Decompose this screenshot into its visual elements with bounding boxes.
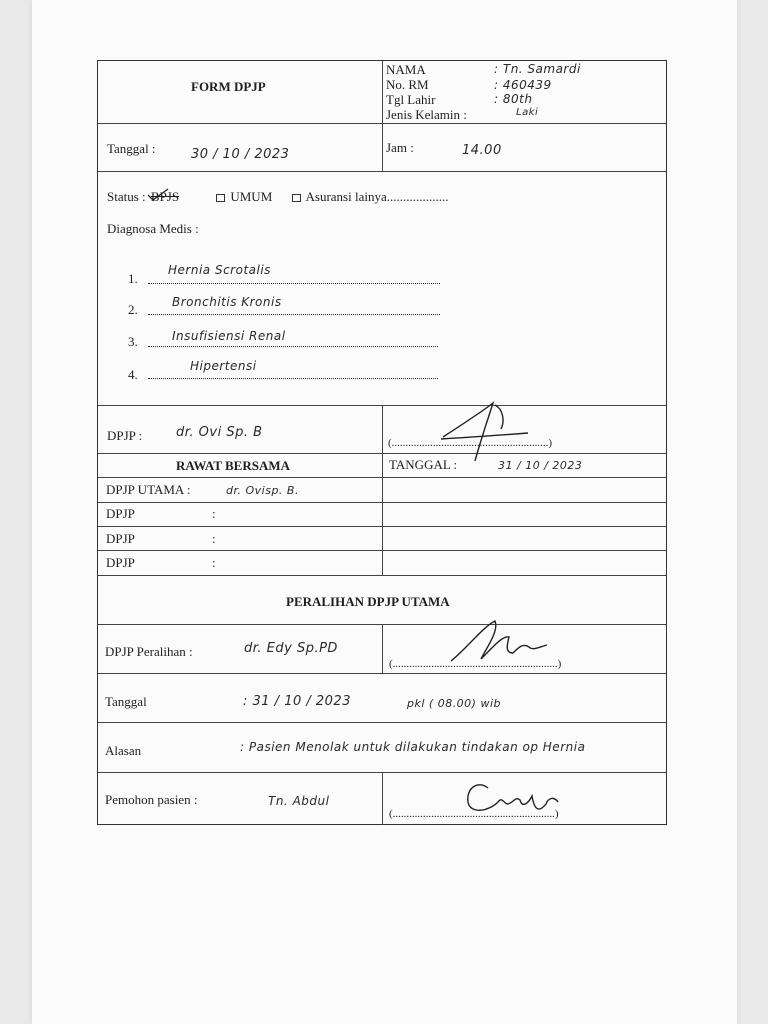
dpjp-utama-value: dr. Ovisp. B. (226, 484, 299, 497)
dpjp-row-3-label: DPJP (106, 531, 135, 546)
pukul-value: pkl ( 08.00) wib (407, 697, 502, 710)
pemohon-signature-icon (458, 774, 578, 824)
dpjp-label: DPJP : (107, 428, 143, 443)
status-asuransi-label: Asuransi lainya................... (305, 189, 449, 204)
rawat-bersama-title: RAWAT BERSAMA (176, 458, 291, 473)
jam-value: 14.00 (462, 143, 502, 158)
diagnosa-item-2: Bronchitis Kronis (172, 295, 282, 309)
peralihan-title: PERALIHAN DPJP UTAMA (286, 594, 450, 609)
form-title: FORM DPJP (191, 79, 266, 94)
dpjp-peralihan-signature-icon (443, 617, 573, 669)
rm-label: No. RM (386, 77, 429, 92)
pemohon-label: Pemohon pasien : (105, 792, 198, 807)
check-mark-icon (146, 187, 172, 203)
status-asuransi-option[interactable] (292, 189, 449, 204)
status-label: Status : (107, 189, 146, 204)
alasan-label: Alasan (105, 743, 142, 758)
diagnosa-num-4: 4. (128, 367, 138, 382)
rm-value: : 460439 (494, 78, 552, 92)
dpjp-peralihan-label: DPJP Peralihan : (105, 644, 193, 659)
status-umum-label: UMUM (230, 189, 273, 204)
jenis-kelamin-label: Jenis Kelamin : (386, 107, 467, 122)
pemohon-value: Tn. Abdul (268, 794, 330, 808)
jenis-kelamin-value: Laki (516, 107, 539, 118)
dpjp-row-2-label: DPJP (106, 506, 135, 521)
tanggal-value: 30 / 10 / 2023 (191, 147, 290, 162)
dpjp-row-2-value: : (212, 506, 216, 521)
diagnosa-label: Diagnosa Medis : (107, 221, 199, 236)
nama-value: : Tn. Samardi (494, 62, 581, 76)
diagnosa-num-1: 1. (128, 271, 138, 286)
dpjp-utama-label: DPJP UTAMA : (106, 482, 191, 497)
diagnosa-item-3: Insufisiensi Renal (172, 329, 286, 343)
dpjp-value: dr. Ovi Sp. B (176, 425, 263, 440)
dpjp-peralihan-value: dr. Edy Sp.PD (244, 641, 338, 656)
status-umum-option[interactable] (216, 189, 272, 204)
rawat-bersama-tanggal-value: 31 / 10 / 2023 (498, 459, 583, 472)
tanggal-label: Tanggal : (107, 141, 156, 156)
checkbox-umum[interactable] (216, 194, 225, 202)
alasan-value: : Pasien Menolak untuk dilakukan tindakan op Hernia (240, 740, 586, 754)
dpjp-peralihan-signature-line: (............................................................) (389, 658, 562, 670)
jam-label: Jam : (386, 140, 414, 155)
dpjp-form (97, 60, 667, 825)
tanggal-peralihan-label: Tanggal (105, 694, 147, 709)
diagnosa-num-3: 3. (128, 334, 138, 349)
diagnosa-num-2: 2. (128, 302, 138, 317)
lahir-value: : 80th (494, 92, 533, 106)
rawat-bersama-tanggal-label: TANGGAL : (389, 457, 458, 472)
dpjp-signature-line: (.........................................................) (388, 437, 553, 449)
diagnosa-item-4: Hipertensi (190, 359, 257, 373)
status-bpjs-label: BPJS (150, 189, 180, 204)
nama-label: NAMA (386, 62, 426, 77)
lahir-label: Tgl Lahir (386, 92, 436, 107)
dpjp-row-3-value: : (212, 531, 216, 546)
pemohon-signature-line: (...........................................................) (389, 808, 559, 820)
dpjp-signature-icon (433, 399, 533, 465)
dpjp-row-4-value: : (212, 555, 216, 570)
dpjp-row-4-label: DPJP (106, 555, 135, 570)
tanggal-peralihan-value: : 31 / 10 / 2023 (243, 694, 351, 709)
diagnosa-item-1: Hernia Scrotalis (168, 263, 271, 277)
checkbox-asuransi[interactable] (292, 194, 301, 202)
